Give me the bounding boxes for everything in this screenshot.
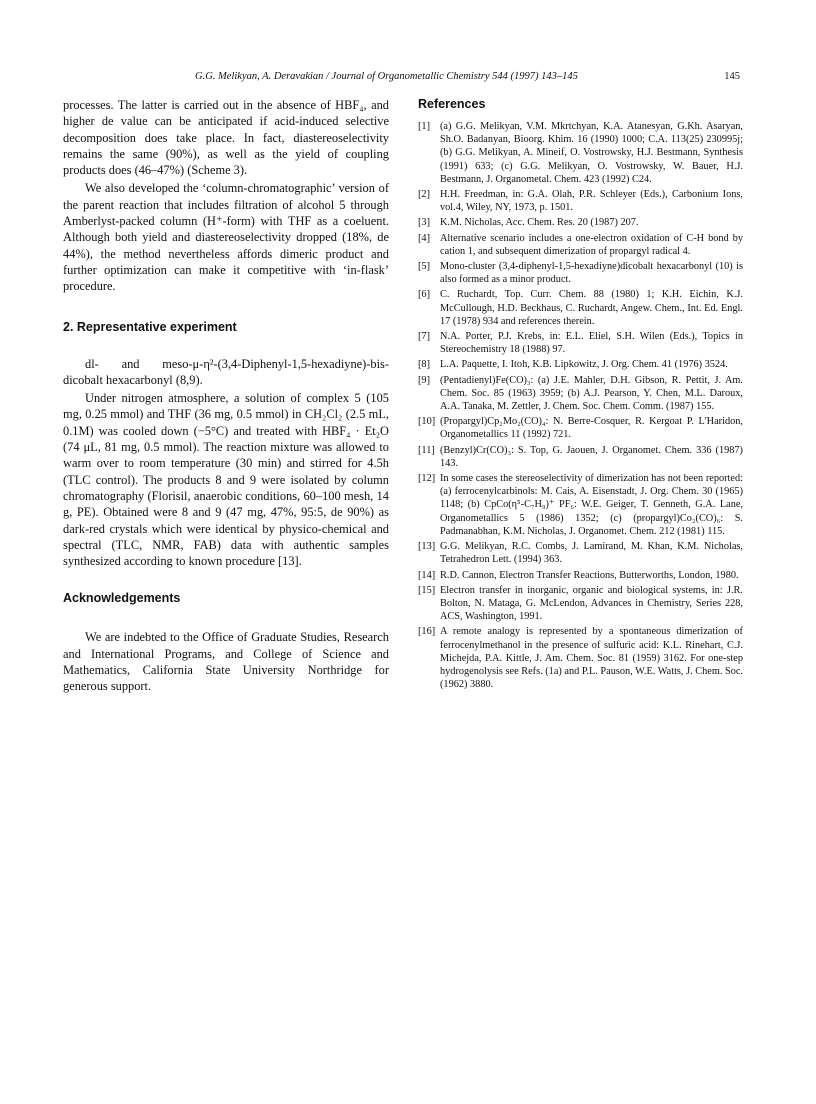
reference-number: [7] <box>418 331 431 343</box>
page-number: 145 <box>724 71 740 82</box>
reference-text: Electron transfer in inorganic, organic and biological systems, in: J.R. Bolton, N. Mataga, G. McLendon, Advances in Chemistry, Series 228, ACS, Washington, 1991. <box>440 584 743 623</box>
reference-number: [11] <box>418 444 435 456</box>
reference-text: C. Ruchardt, Top. Curr. Chem. 88 (1980) 1; K.H. Eichin, K.J. McCullough, H.D. Beckhaus, C. Ruchardt, Angew. Chem., Int. Ed. Engl. 17 (1978) 934 and references therein. <box>440 289 743 327</box>
reference-text: H.H. Freedman, in: G.A. Olah, P.R. Schleyer (Eds.), Carbonium Ions, vol.4, Wiley, NY, 1973, p. 1501. <box>440 189 743 214</box>
reference-item <box>418 415 743 441</box>
paragraph-acknowledgements: We are indebted to the Office of Graduate Studies, Research and International Programs, and College of Science and Mathematics, California State University Northridge for generous support. <box>63 630 389 694</box>
reference-number: [6] <box>418 289 431 301</box>
reference-number: [14] <box>418 569 436 581</box>
running-header <box>195 71 740 87</box>
reference-text: Alternative scenario includes a one-electron oxidation of C-H bond by cation 1, and subsequent dimerization of propargyl radical 4. <box>440 232 743 257</box>
reference-number: [10] <box>418 416 436 428</box>
paragraph-procedure: Under nitrogen atmosphere, a solution of complex 5 (105 mg, 0.25 mmol) and THF (36 mg, 0.5 mmol) in CH₂Cl₂ (2.5 mL, 0.1M) was cooled down (−5°C) and treated with HBF₄ · Et₂O (74 μL, 81 mg, 0.5 mmol). The reaction mixture was allowed to warm over to room temperature (30 min) and stirred for 4.5h (TLC control). The products 8 and 9 were isolated by column chromatography (Florisil, anaerobic conditions, 60–100 mesh, 14 g, PE). Obtained were 8 and 9 (47 mg, 47%, 95:5, de 90%) as dark-red crystals which were identical by physico-chemical and spectral (TLC, NMR, FAB) data with authentic samples synthesized according to known procedure [13]. <box>63 391 389 569</box>
reference-item <box>418 216 743 229</box>
reference-text: Mono-cluster (3,4-diphenyl-1,5-hexadiyne)dicobalt hexacarbonyl (10) is also formed as a minor product. <box>440 261 743 286</box>
reference-number: [4] <box>418 232 431 244</box>
reference-item <box>418 232 743 258</box>
reference-text: (Propargyl)Cp₂Mo₂(CO)₄: N. Berre-Cosquer, R. Kergoat P. L'Haridon, Organometallics 11 (1992) 721. <box>440 416 743 441</box>
reference-number: [5] <box>418 261 431 273</box>
reference-item <box>418 625 743 691</box>
reference-item <box>418 260 743 286</box>
running-title: G.G. Melikyan, A. Deravakian / Journal of Organometallic Chemistry 544 (1997) 143–145 <box>195 71 578 82</box>
reference-number: [3] <box>418 217 431 229</box>
reference-item <box>418 374 743 414</box>
reference-item <box>418 358 743 371</box>
compound-name: dl- and meso-μ-η²-(3,4-Diphenyl-1,5-hexadiyne)-bis-dicobalt hexacarbonyl (8,9). <box>63 356 389 387</box>
reference-number: [16] <box>418 626 436 638</box>
reference-text: In some cases the stereoselectivity of dimerization has not been reported: (a) ferrocenylcarbinols: M. Cais, A. Eisenstadt, J. Org. Chem. 30 (1965) 1148; (b) CpCo(η⁵-C₇H₉)⁺ PF₆: W.E. Geiger, T. Genneth, G.A. Lane, Organometallics 5 (1986) 1352; (c) (propargyl)Co₂(CO)₆: S. Padmanabhan, K.M. Nicholas, J. Organomet. Chem. 212 (1981) 115. <box>440 473 743 537</box>
reference-text: N.A. Porter, P.J. Krebs, in: E.L. Eliel, S.H. Wilen (Eds.), Topics in Stereochemistry 18 (1988) 97. <box>440 331 743 356</box>
left-column <box>63 97 389 695</box>
reference-number: [2] <box>418 189 431 201</box>
reference-number: [12] <box>418 473 436 485</box>
reference-item <box>418 569 743 582</box>
reference-text: (a) G.G. Melikyan, V.M. Mkrtchyan, K.A. Atanesyan, G.Kh. Asaryan, Sh.O. Badanyan, Bioorg. Khim. 16 (1990) 1000; C.A. 113(25) 230995j; (b) G.G. Melikyan, A. Mineif, O. Vostrowsky, H.J. Bestmann, Synthesis (1991) 633; (c) G.G. Melikyan, O. Vostrowsky, W. Bauer, H.J. Bestmann, J. Organometal. Chem. 423 (1992) C24. <box>440 121 743 185</box>
reference-text: A remote analogy is represented by a spontaneous dimerization of ferrocenylmethanol in the presence of sulfuric acid: K.L. Rinehart, C.J. Michejda, P.A. Kittle, J. Am. Chem. Soc. 81 (1959) 3162. For one-step hydrogenolysis see Refs. (1a) and P.L. Pauson, W.E. Watts, J. Chem. Soc. (1962) 3880. <box>440 626 744 691</box>
reference-number: [9] <box>418 374 431 386</box>
section-title-acknowledgements: Acknowledgements <box>63 591 181 606</box>
right-column <box>418 97 743 693</box>
reference-list <box>418 120 743 691</box>
reference-item <box>418 472 743 538</box>
paragraph-processes: processes. The latter is carried out in the absence of HBF₄, and higher de value can be anticipated if acid-induced selective decomposition does take place. In fact, diastereoselectivity remains the same (90%), as well as the yield of coupling products does (46–47%) (Scheme 3). <box>63 98 389 178</box>
reference-text: L.A. Paquette, I. Itoh, K.B. Lipkowitz, J. Org. Chem. 41 (1976) 3524. <box>440 359 728 371</box>
reference-item <box>418 330 743 356</box>
reference-number: [15] <box>418 584 436 596</box>
reference-number: [8] <box>418 359 431 371</box>
reference-text: R.D. Cannon, Electron Transfer Reactions, Butterworths, London, 1980. <box>440 569 739 581</box>
reference-item <box>418 540 743 566</box>
references-title: References <box>418 97 486 111</box>
paragraph-column-chromatographic: We also developed the ‘column-chromatographic’ version of the parent reaction that includes filtration of alcohol 5 through Amberlyst-packed column (H⁺-form) with THF as a coeluent. Although both yield and diastereoselectivity dropped (18%, de 44%), the method nevertheless affords dimeric product and further optimization can make it competitive with ‘in-flask’ procedure. <box>63 181 389 294</box>
reference-item <box>418 120 743 186</box>
reference-text: K.M. Nicholas, Acc. Chem. Res. 20 (1987) 207. <box>440 217 639 229</box>
reference-text: (Pentadienyl)Fe(CO)₃: (a) J.E. Mahler, D.H. Gibson, R. Pettit, J. Am. Chem. Soc. 85 (1963) 3959; (b) A.J. Pearson, Y. Chen, M.L. Daroux, A.A. Tanaka, M. Zettler, J. Chem. Soc. Chem. Comm. (1987) 155. <box>440 374 743 413</box>
reference-item <box>418 444 743 470</box>
reference-item <box>418 584 743 624</box>
reference-text: G.G. Melikyan, R.C. Combs, J. Lamirand, M. Khan, K.M. Nicholas, Tetrahedron Lett. (1994) 363. <box>440 541 743 566</box>
section-title-representative-experiment: 2. Representative experiment <box>63 319 237 334</box>
reference-item <box>418 288 743 328</box>
reference-number: [13] <box>418 541 436 553</box>
reference-item <box>418 188 743 214</box>
reference-text: (Benzyl)Cr(CO)₃: S. Top, G. Jaouen, J. Organomet. Chem. 336 (1987) 143. <box>440 444 743 469</box>
reference-number: [1] <box>418 121 431 132</box>
